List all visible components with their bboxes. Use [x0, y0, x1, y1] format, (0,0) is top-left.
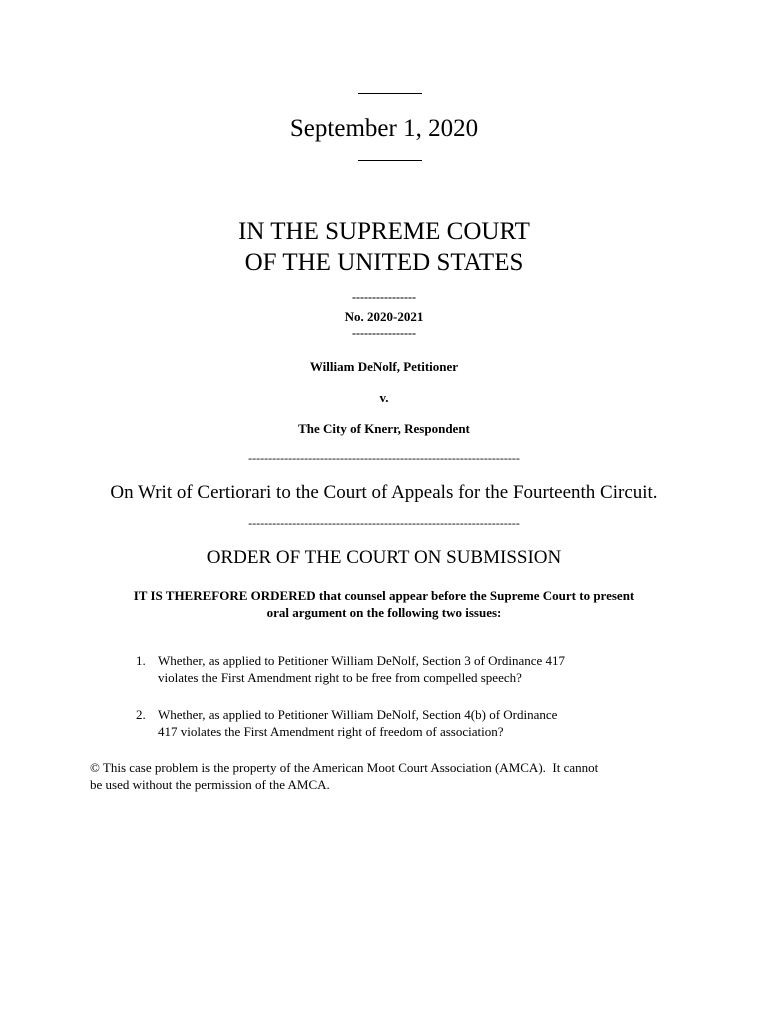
separator-dashes-top: --------------------------------------------------------------------: [248, 451, 520, 465]
issue-number: 2.: [136, 707, 146, 722]
petitioner: William DeNolf, Petitioner: [309, 359, 459, 374]
top-rule-below-date: [358, 160, 422, 161]
document-date: September 1, 2020: [289, 115, 479, 142]
court-name-line-1: IN THE SUPREME COURT: [238, 218, 530, 245]
separator-dashes-bottom: --------------------------------------------------------------------: [248, 516, 520, 530]
order-title: ORDER OF THE COURT ON SUBMISSION: [206, 547, 562, 568]
top-rule-above-date: [358, 93, 422, 94]
issue-text: [158, 652, 658, 686]
issue-text: [158, 706, 658, 740]
copyright-line-1: © This case problem is the property of the American Moot Court Association (AMCA). It cannot: [90, 760, 599, 775]
issue-text-line-1: Whether, as applied to Petitioner William DeNolf, Section 3 of Ordinance 417: [158, 653, 566, 668]
case-number-dashes-top: ----------------: [352, 290, 416, 304]
copyright-notice: [90, 759, 690, 793]
case-number: No. 2020-2021: [344, 309, 424, 324]
versus: v.: [379, 390, 389, 405]
order-intro-line-1: IT IS THEREFORE ORDERED that counsel appear before the Supreme Court to present: [133, 588, 635, 603]
issue-text-line-2: violates the First Amendment right to be free from compelled speech?: [158, 670, 522, 685]
case-number-dashes-bottom: ----------------: [352, 326, 416, 340]
issue-text-line-2: 417 violates the First Amendment right of freedom of association?: [158, 724, 504, 739]
issue-text-line-1: Whether, as applied to Petitioner William DeNolf, Section 4(b) of Ordinance: [158, 707, 558, 722]
order-intro: [0, 587, 768, 621]
writ-of-certiorari: On Writ of Certiorari to the Court of Appeals for the Fourteenth Circuit.: [110, 482, 658, 503]
issue-item: [136, 652, 656, 686]
respondent: The City of Knerr, Respondent: [298, 421, 470, 436]
issue-number: 1.: [136, 653, 146, 668]
copyright-line-2: be used without the permission of the AMCA.: [90, 777, 330, 792]
court-name: [0, 216, 768, 278]
issue-item: [136, 706, 656, 740]
order-intro-line-2: oral argument on the following two issues:: [266, 605, 502, 620]
court-name-line-2: OF THE UNITED STATES: [244, 249, 524, 276]
